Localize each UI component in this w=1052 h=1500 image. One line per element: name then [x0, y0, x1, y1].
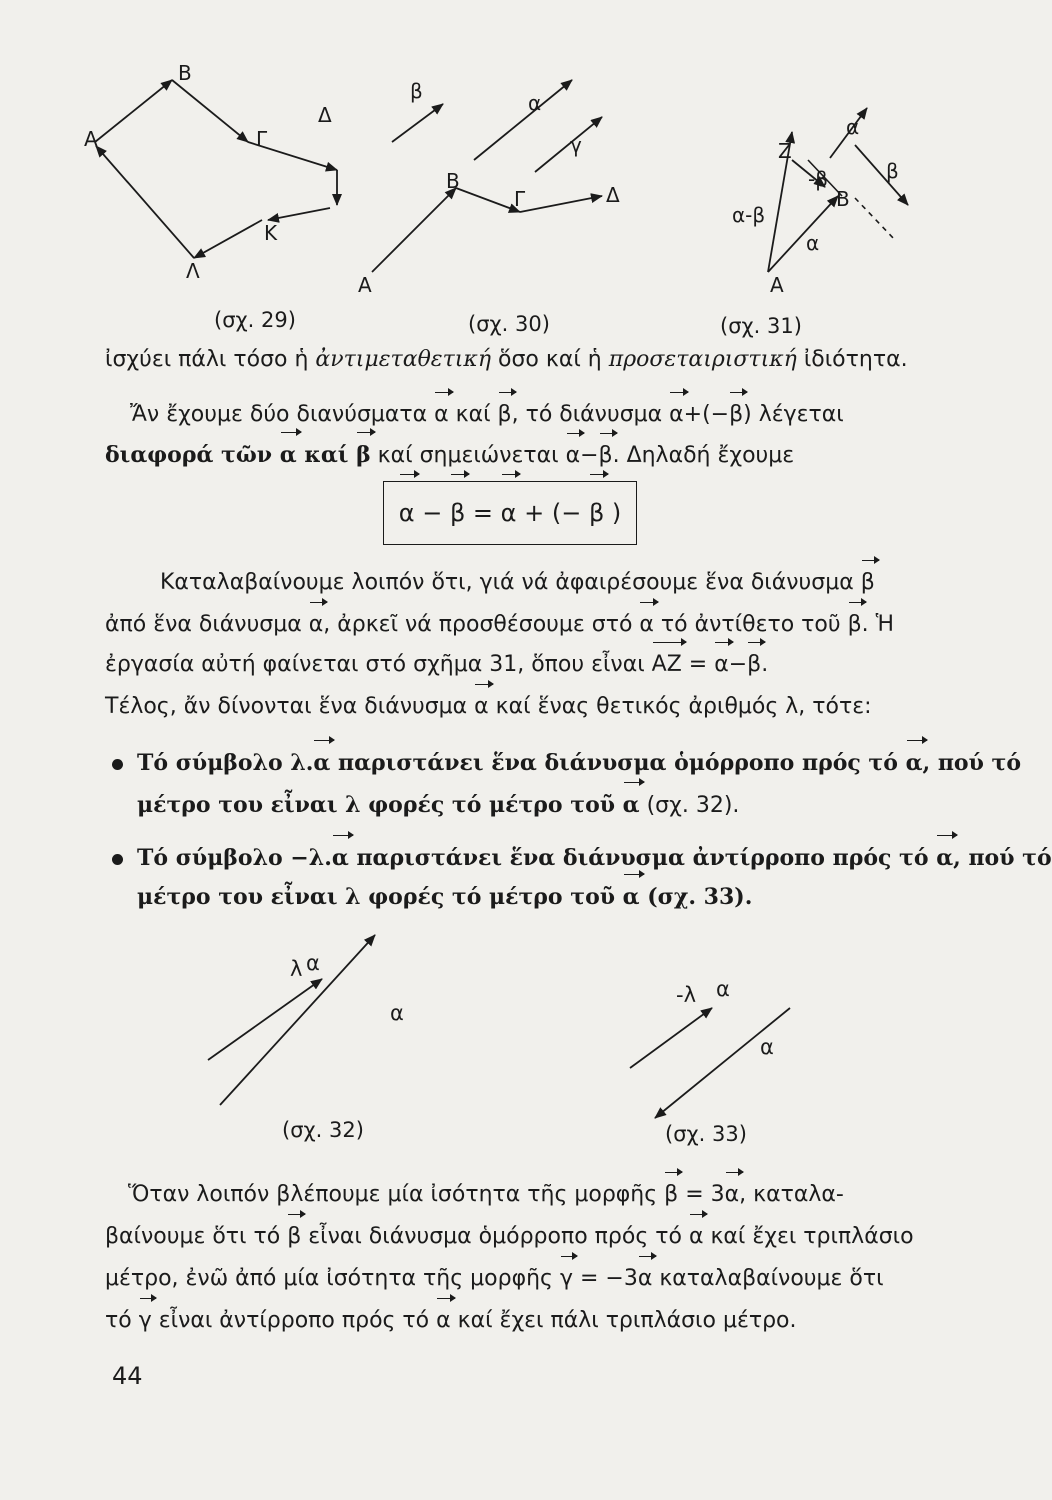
bullet-item-cont: μέτρο του εἶναι λ φορές τό μέτρο τοῦ α (σχ. 33).: [137, 884, 753, 910]
fig29-label: Δ: [318, 103, 332, 127]
fig31-label: -β: [808, 167, 828, 191]
figure-33: [630, 1008, 790, 1118]
fig30-label: γ: [570, 133, 582, 157]
fig30-label: α: [528, 91, 542, 115]
figure-caption: (σχ. 29): [214, 308, 296, 332]
fig30-label: Β: [446, 169, 460, 193]
fig30-label: Δ: [606, 183, 620, 207]
fig29-label: Γ: [256, 127, 268, 151]
fig31-label: α-β: [732, 203, 766, 227]
fig31-label: Ζ: [778, 139, 792, 163]
text-line: τό γ εἶναι ἀντίρροπο πρός τό α καί ἔχει πάλι τριπλάσιο μέτρο.: [105, 1306, 915, 1336]
fig33-label: -λ: [676, 983, 697, 1007]
text-line: ἰσχύει πάλι τόσο ἡ ἀντιμεταθετική ὅσο καί ἡ προσεταιριστική ἰδιότητα.: [105, 347, 908, 372]
text-line: βαίνουμε ὅτι τό β εἶναι διάνυσμα ὁμόρροπο πρός τό α καί ἔχει τριπλάσιο: [105, 1222, 915, 1252]
text-line: Ὅταν λοιπόν βλέπουμε μία ἰσότητα τῆς μορφῆς β = 3α, καταλα-: [128, 1180, 938, 1210]
figure-30: [372, 80, 602, 272]
fig30-label: β: [410, 79, 423, 103]
figure-caption: (σχ. 33): [665, 1122, 747, 1146]
fig31-label: Α: [770, 273, 784, 297]
fig31-label: Β: [836, 187, 850, 211]
text-line: Τέλος, ἄν δίνονται ἕνα διάνυσμα α καί ἕνας θετικός ἀριθμός λ, τότε:: [105, 692, 915, 722]
fig32-label: λ: [290, 957, 303, 981]
fig32-label: α: [306, 951, 320, 975]
bullet-item: Τό σύμβολο λ.α παριστάνει ἕνα διάνυσμα ὁμόρροπο πρός τό α, πού τό: [112, 748, 922, 778]
text-line: ἀπό ἕνα διάνυσμα α, ἀρκεῖ νά προσθέσουμε στό α τό ἀντίθετο τοῦ β. Ἡ: [105, 610, 915, 640]
page-number: 44: [112, 1362, 143, 1390]
fig33-label: α: [716, 977, 730, 1001]
fig31-label: α: [806, 231, 820, 255]
fig31-label: α: [846, 115, 860, 139]
text-line: Ἄν ἔχουμε δύο διανύσματα α καί β, τό διάνυσμα α+(−β) λέγεται: [130, 400, 940, 430]
bullet-dot: [112, 854, 123, 865]
figure-caption: (σχ. 32): [282, 1118, 364, 1142]
text-line: ἐργασία αὐτή φαίνεται στό σχῆμα 31, ὅπου εἶναι ΑΖ = α−β.: [105, 650, 915, 680]
figure-caption: (σχ. 30): [468, 312, 550, 336]
fig33-label: α: [760, 1035, 774, 1059]
fig30-label: Α: [358, 273, 372, 297]
text-line: διαφορά τῶν α καί β καί σημειώνεται α−β. Δηλαδή ἔχουμε: [105, 440, 915, 471]
fig29-label: Κ: [264, 221, 278, 245]
text-line: μέτρο, ἐνῶ ἀπό μία ἰσότητα τῆς μορφῆς γ = −3α καταλαβαίνουμε ὅτι: [105, 1264, 915, 1294]
bullet-item-cont: μέτρο του εἶναι λ φορές τό μέτρο τοῦ α (σχ. 32).: [137, 792, 740, 818]
bullet-item: Τό σύμβολο −λ.α παριστάνει ἕνα διάνυσμα ἀντίρροπο πρός τό α, πού τό: [112, 843, 922, 873]
fig30-label: Γ: [514, 187, 526, 211]
figure-caption: (σχ. 31): [720, 314, 802, 338]
fig29-label: Α: [84, 127, 98, 151]
fig32-label: α: [390, 1001, 404, 1025]
bullet-dot: [112, 759, 123, 770]
text-line: Καταλαβαίνουμε λοιπόν ὅτι, γιά νά ἀφαιρέσουμε ἕνα διάνυσμα β: [160, 568, 970, 598]
figure-29: [95, 80, 337, 258]
difference-formula-box: α − β = α + (− β ): [383, 481, 637, 545]
fig29-label: Λ: [186, 259, 200, 283]
fig31-label: β: [886, 159, 899, 183]
fig29-label: Β: [178, 61, 192, 85]
